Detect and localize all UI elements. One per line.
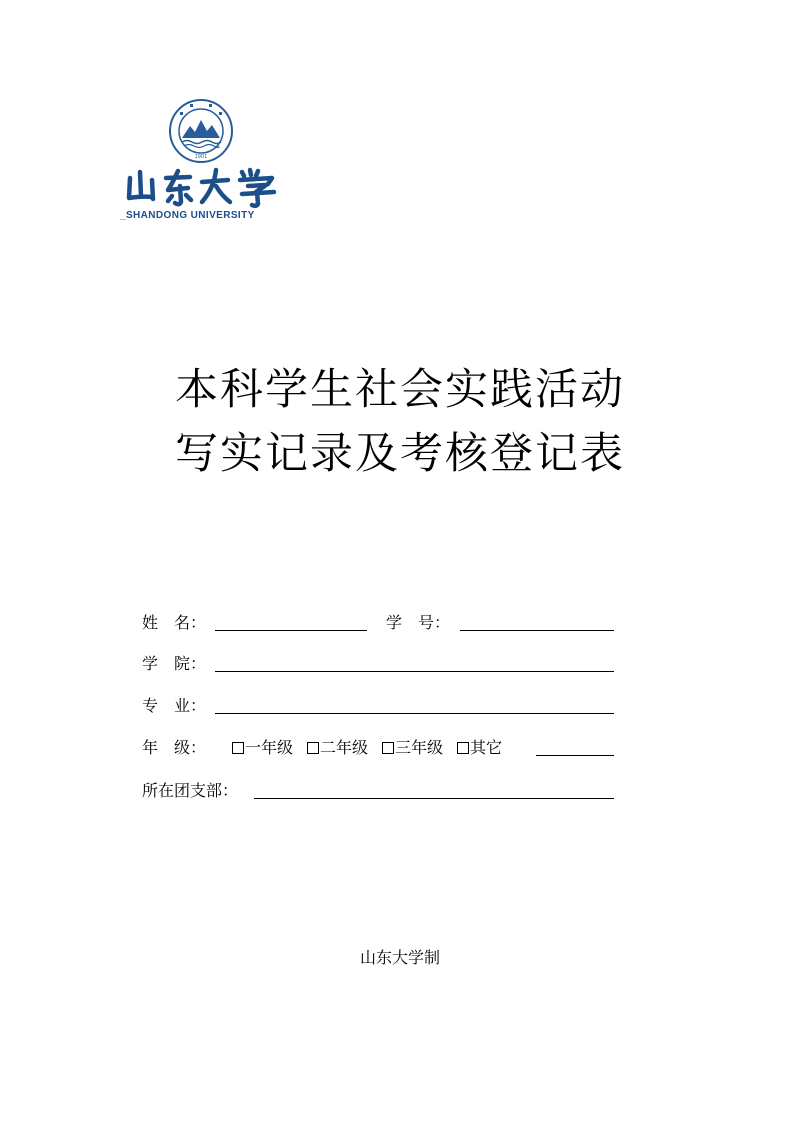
logo-english-name: _SHANDONG UNIVERSITY: [120, 210, 255, 221]
branch-field[interactable]: [254, 781, 614, 799]
branch-row: [142, 779, 616, 803]
major-label: 专 业：: [142, 696, 207, 715]
name-student-id-row: [142, 611, 616, 635]
university-seal-icon: [168, 98, 234, 164]
grade-option-third-year[interactable]: 三年级: [382, 738, 443, 757]
seal-year: 1901: [194, 154, 208, 160]
college-row: [142, 652, 616, 676]
grade-option-other[interactable]: 其它: [457, 738, 502, 757]
issuer-footer: 山东大学制: [359, 948, 440, 967]
grade-row: [142, 736, 616, 760]
grade-option-second-year[interactable]: 二年级: [307, 738, 368, 757]
college-field[interactable]: [215, 654, 614, 672]
branch-label: 所在团支部：: [142, 781, 239, 800]
major-field[interactable]: [215, 696, 614, 714]
grade-other-field[interactable]: [536, 738, 614, 756]
checkbox-icon[interactable]: [307, 742, 319, 754]
checkbox-icon[interactable]: [232, 742, 244, 754]
checkbox-icon[interactable]: [457, 742, 469, 754]
student-id-label: 学 号：: [386, 613, 451, 632]
grade-label: 年 级：: [142, 738, 207, 757]
college-label: 学 院：: [142, 654, 207, 673]
name-field[interactable]: [215, 613, 367, 631]
calligraphy-logo-icon: [122, 166, 282, 208]
document-title-line-2: 写实记录及考核登记表: [175, 429, 625, 479]
document-title-line-1: 本科学生社会实践活动: [175, 365, 625, 415]
grade-options: [232, 736, 502, 760]
grade-option-first-year[interactable]: 一年级: [232, 738, 293, 757]
checkbox-icon[interactable]: [382, 742, 394, 754]
major-row: [142, 694, 616, 718]
name-label: 姓 名：: [142, 613, 207, 632]
university-logo: [112, 98, 282, 228]
student-id-field[interactable]: [460, 613, 614, 631]
logo-english-text: SHANDONG UNIVERSITY: [125, 210, 255, 221]
